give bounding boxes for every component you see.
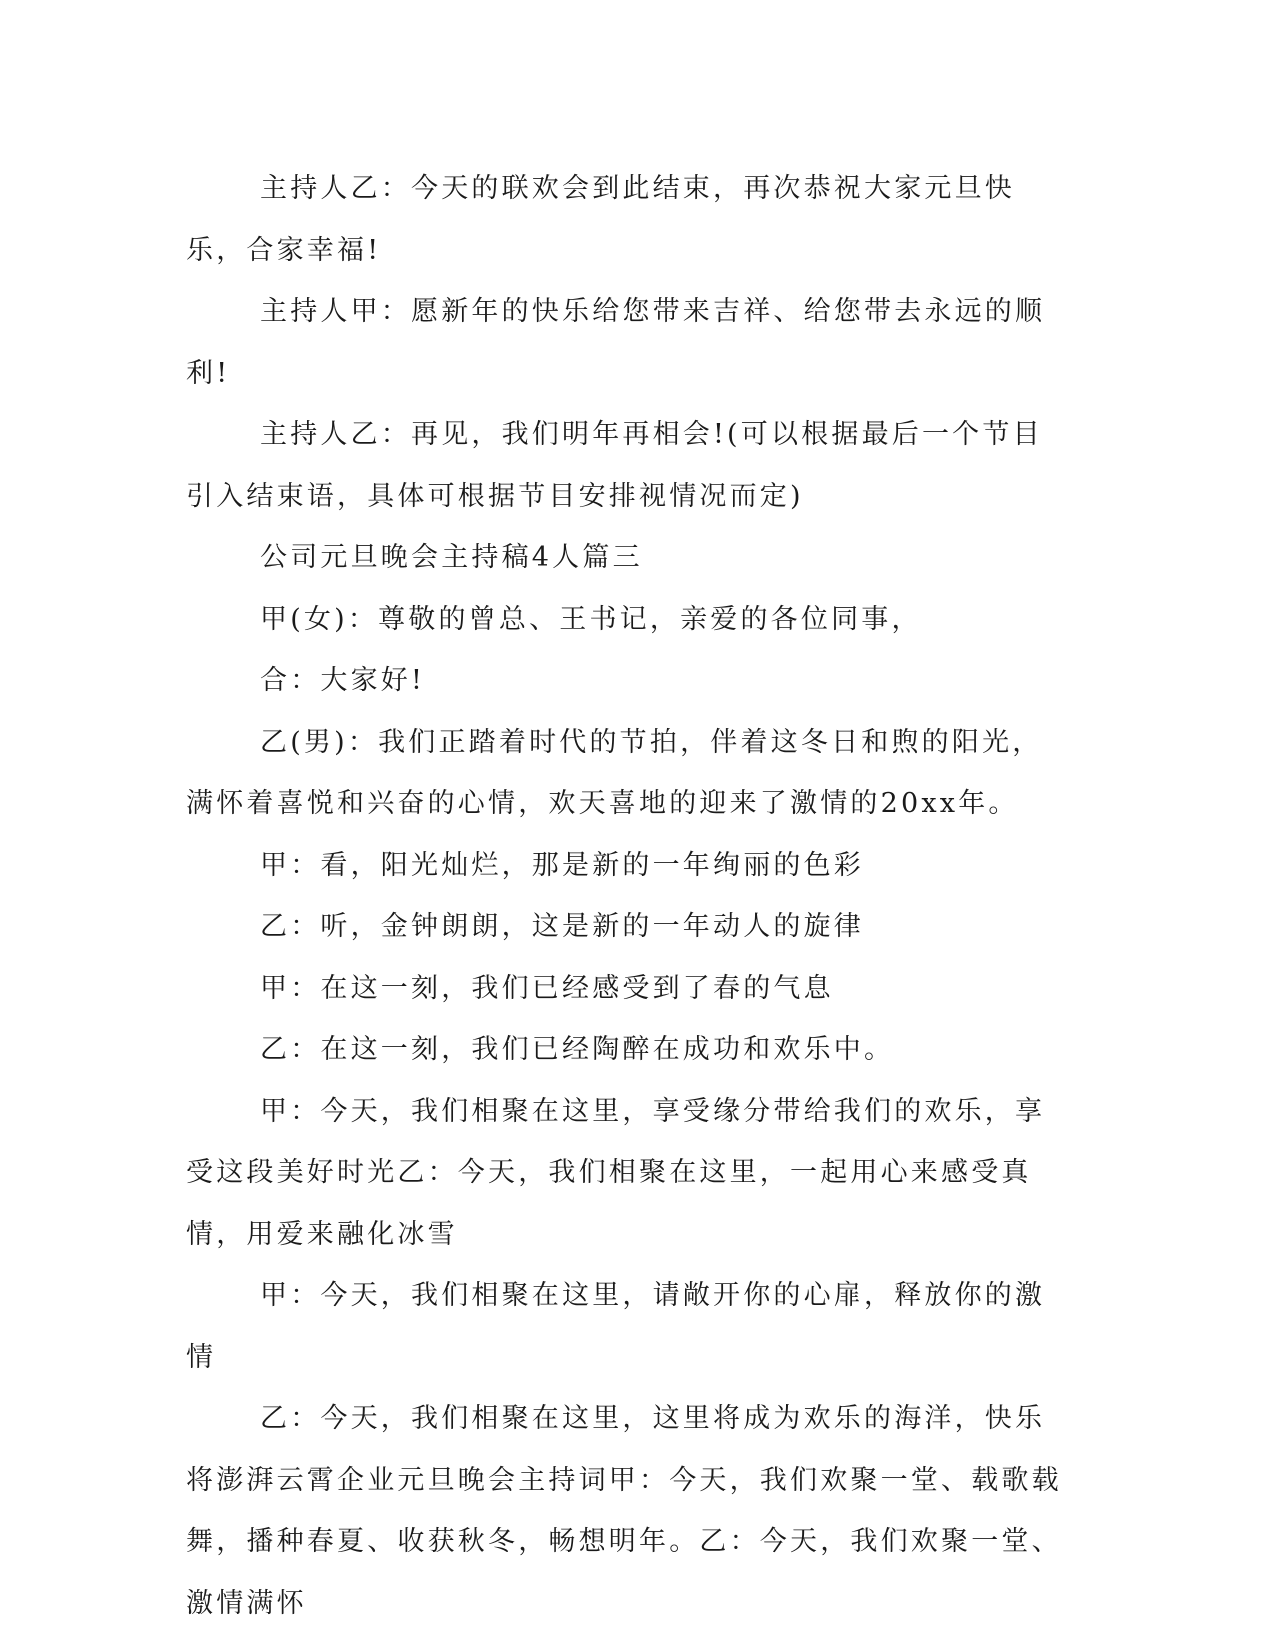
paragraph: 乙：在这一刻，我们已经陶醉在成功和欢乐中。 — [260, 1034, 895, 1065]
paragraph: 主持人乙：今天的联欢会到此结束，再次恭祝大家元旦快乐，合家幸福! — [186, 173, 1015, 266]
section-heading: 公司元旦晚会主持稿4人篇三 — [260, 542, 643, 573]
paragraph: 合：大家好! — [260, 665, 426, 696]
paragraph: 主持人甲：愿新年的快乐给您带来吉祥、给您带去永远的顺利! — [186, 296, 1046, 389]
paragraph: 乙：今天，我们相聚在这里，这里将成为欢乐的海洋，快乐将澎湃云霄企业元旦晚会主持词甲：今天，我们欢聚一堂、载歌载舞，播种春夏、收获秋冬，畅想明年。乙：今天，我们欢聚一堂、激情满怀 — [186, 1403, 1062, 1619]
paragraph: 乙：听，金钟朗朗，这是新的一年动人的旋律 — [260, 911, 864, 942]
paragraph: 主持人乙：再见，我们明年再相会!(可以根据最后一个节目引入结束语，具体可根据节目安排视情况而定) — [186, 419, 1043, 512]
paragraph: 甲：在这一刻，我们已经感受到了春的气息 — [260, 972, 834, 1004]
paragraph: 甲(女)：尊敬的曾总、王书记，亲爱的各位同事， — [260, 603, 922, 635]
paragraph: 甲：今天，我们相聚在这里，享受缘分带给我们的欢乐，享受这段美好时光乙：今天，我们相聚在这里，一起用心来感受真情，用爱来融化冰雪 — [186, 1095, 1046, 1250]
paragraph: 乙(男)：我们正踏着时代的节拍，伴着这冬日和煦的阳光，满怀着喜悦和兴奋的心情，欢天喜地的迎来了激情的20xx年。 — [186, 726, 1043, 819]
paragraph: 甲：今天，我们相聚在这里，请敞开你的心扉，释放你的激情 — [186, 1280, 1046, 1373]
document-body — [186, 158, 1066, 1634]
paragraph: 甲：看，阳光灿烂，那是新的一年绚丽的色彩 — [260, 849, 864, 881]
